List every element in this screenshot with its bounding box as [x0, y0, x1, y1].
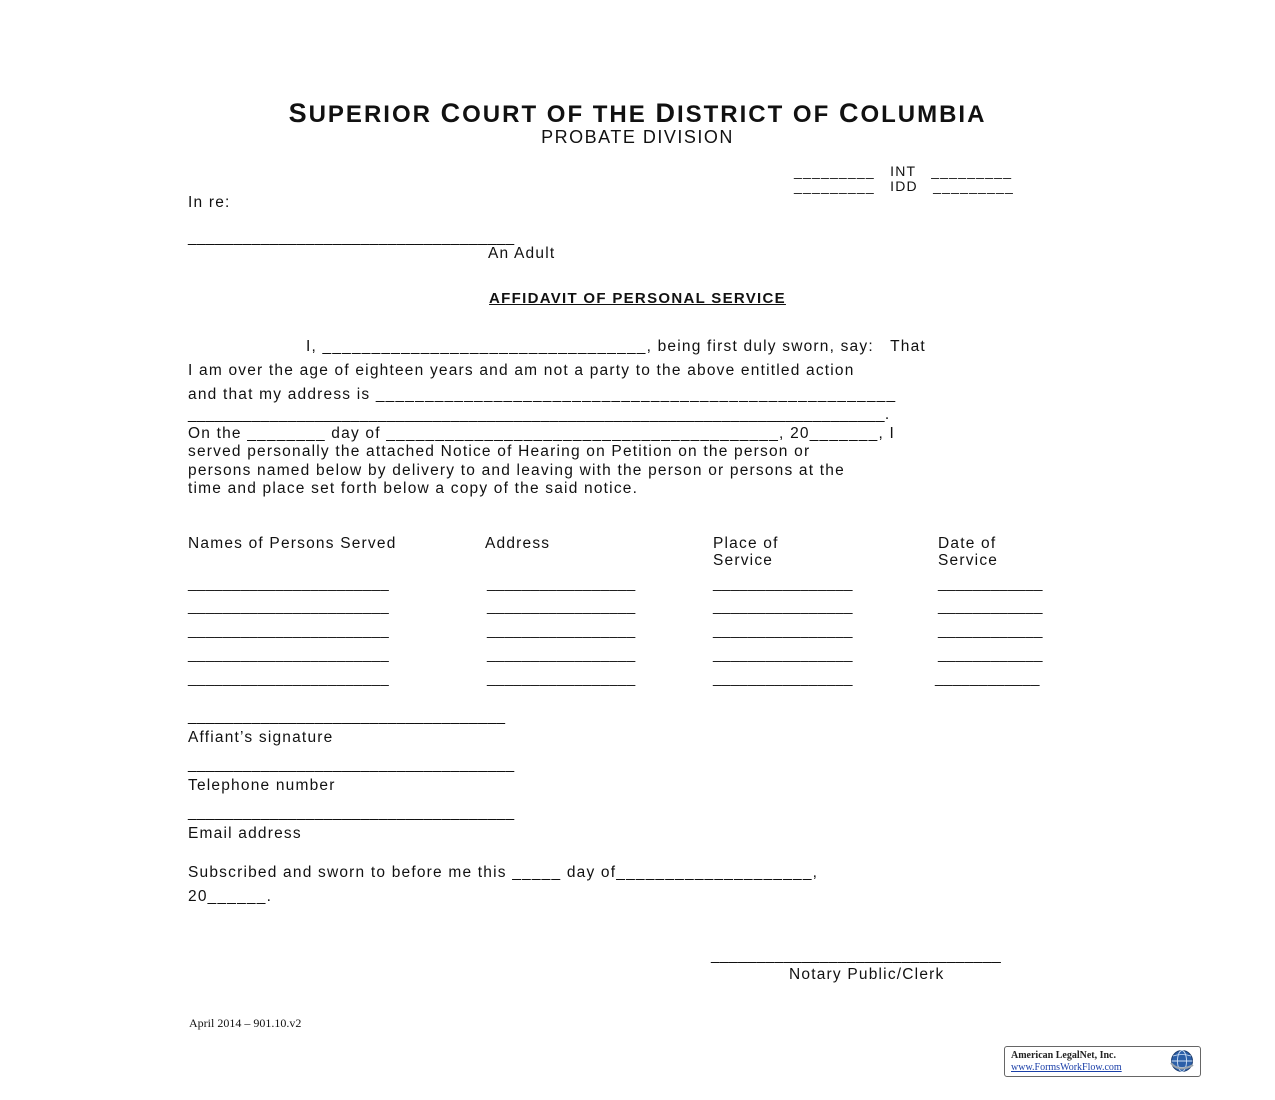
email-field[interactable]: ____________________________________ [188, 804, 515, 821]
served-address-field[interactable]: _________________ [487, 622, 636, 639]
globe-icon [1169, 1049, 1195, 1073]
served-name-field[interactable]: _______________________ [188, 670, 390, 687]
title-word: UPERIOR [308, 101, 441, 128]
telephone-label: Telephone number [188, 777, 336, 794]
service-date-field[interactable]: ____________ [938, 575, 1043, 592]
served-name-field[interactable]: _______________________ [188, 646, 390, 663]
served-address-field[interactable]: _________________ [487, 598, 636, 615]
served-name-field[interactable]: _______________________ [188, 598, 390, 615]
idd-case-number-field[interactable]: _________ IDD _________ [794, 178, 1014, 194]
publisher-badge[interactable] [1004, 1046, 1201, 1077]
party-type-label: An Adult [488, 245, 556, 262]
form-version: April 2014 – 901.10.v2 [189, 1016, 302, 1030]
division-name: PROBATE DIVISION [541, 127, 734, 147]
int-case-number-field[interactable]: _________ INT _________ [794, 163, 1013, 179]
court-title [0, 98, 1275, 129]
jurat-line[interactable]: Subscribed and sworn to before me this _____ day of____________________, [188, 864, 819, 881]
column-header-date: Date of Service [938, 535, 999, 569]
affiant-address-line-2[interactable]: _____________________________________________________________________________. [188, 406, 890, 423]
affiant-signature-field[interactable]: ___________________________________ [188, 708, 506, 725]
column-header-address: Address [485, 535, 551, 552]
publisher-name: American LegalNet, Inc. [1011, 1050, 1116, 1061]
affiant-name-line[interactable]: I, _________________________________, being first duly sworn, say: That [306, 338, 926, 355]
service-place-field[interactable]: ________________ [713, 646, 853, 663]
body-text-line: persons named below by delivery to and leaving with the person or persons at the [188, 462, 845, 479]
notary-signature-field[interactable]: ________________________________ [711, 947, 1002, 964]
title-initial: C [440, 98, 463, 128]
service-date-line[interactable]: On the ________ day of ________________________________________, 20_______, I [188, 425, 895, 442]
served-name-field[interactable]: _______________________ [188, 622, 390, 639]
title-initial: D [655, 98, 677, 128]
served-address-field[interactable]: _________________ [487, 646, 636, 663]
column-header-place: Place of Service [713, 535, 779, 569]
service-place-field[interactable]: ________________ [713, 622, 853, 639]
body-text-line: time and place set forth below a copy of the said notice. [188, 480, 639, 497]
form-title: AFFIDAVIT OF PERSONAL SERVICE [489, 290, 786, 307]
served-name-field[interactable]: _______________________ [188, 575, 390, 592]
served-address-field[interactable]: _________________ [487, 670, 636, 687]
affiant-signature-label: Affiant’s signature [188, 729, 334, 746]
title-initial: C [838, 98, 861, 128]
service-place-field[interactable]: ________________ [713, 670, 853, 687]
service-date-field[interactable]: ____________ [938, 622, 1043, 639]
body-text-line: served personally the attached Notice of Hearing on Petition on the person or [188, 443, 811, 460]
title-word: OURT OF THE [462, 101, 656, 128]
title-initial: S [288, 98, 309, 128]
title-word: OLUMBIA [860, 101, 987, 128]
served-address-field[interactable]: _________________ [487, 575, 636, 592]
publisher-link[interactable]: www.FormsWorkFlow.com [1011, 1062, 1122, 1073]
respondent-name-field[interactable]: ____________________________________ [188, 229, 515, 246]
jurat-year-line[interactable]: 20______. [188, 888, 273, 905]
column-header-names: Names of Persons Served [188, 535, 397, 552]
email-label: Email address [188, 825, 302, 842]
service-date-field[interactable]: ____________ [938, 646, 1043, 663]
telephone-field[interactable]: ____________________________________ [188, 756, 515, 773]
in-re-label: In re: [188, 194, 231, 211]
service-date-field[interactable]: ____________ [935, 670, 1040, 687]
body-text-line: I am over the age of eighteen years and am not a party to the above entitled action [188, 362, 855, 379]
service-date-field[interactable]: ____________ [938, 598, 1043, 615]
service-place-field[interactable]: ________________ [713, 575, 853, 592]
notary-label: Notary Public/Clerk [789, 966, 945, 983]
title-word: ISTRICT OF [676, 101, 839, 128]
affiant-address-line[interactable]: and that my address is _____________________________________________________ [188, 386, 897, 403]
service-place-field[interactable]: ________________ [713, 598, 853, 615]
